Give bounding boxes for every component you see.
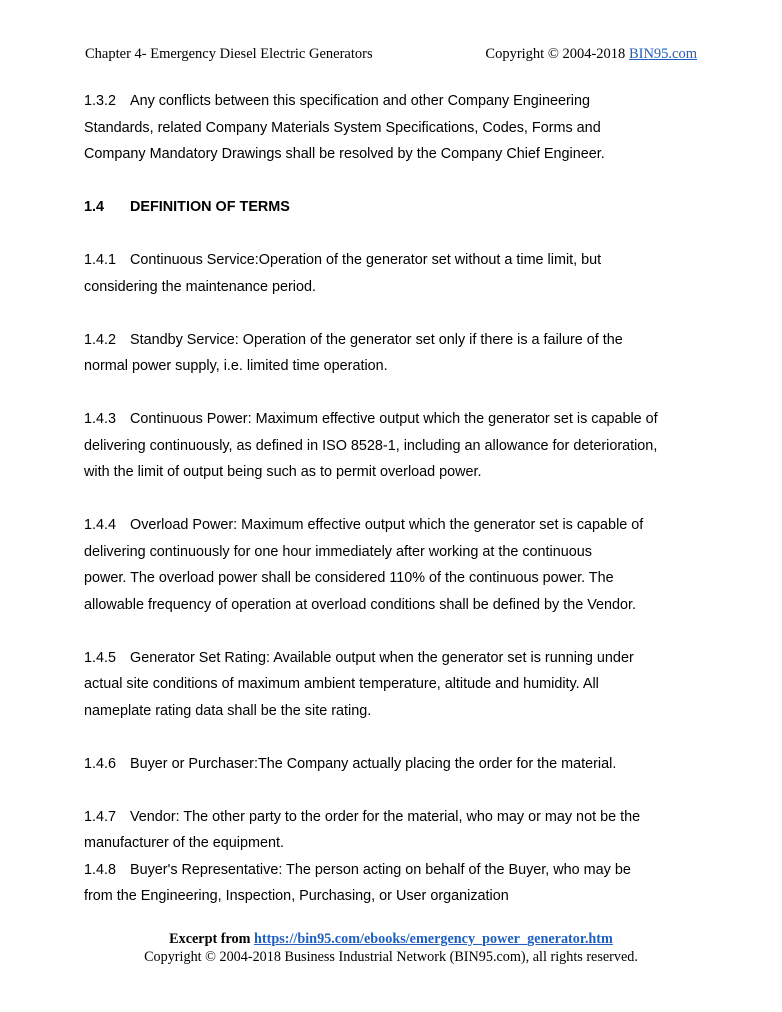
header-copyright-text: Copyright © 2004-2018 [485,46,629,62]
header-copyright-link[interactable]: BIN95.com [628,46,697,62]
header-copyright [485,46,697,63]
paragraph-number: 1.3.2 [84,93,117,109]
paragraph-line: Buyer or Purchaser:The Company actually placing the order for the material. [130,755,617,772]
document-body [84,88,704,910]
paragraph-1-3-2 [84,88,704,168]
paragraph-number: 1.4.8 [84,861,117,878]
paragraph-line: actual site conditions of maximum ambient temperature, altitude and humidity. All [84,676,599,692]
footer-excerpt-link[interactable]: https://bin95.com/ebooks/emergency_power_generator.htm [253,931,613,947]
paragraph-1-4-2 [84,327,704,380]
chapter-title: Chapter 4- Emergency Diesel Electric Generators [85,46,373,62]
paragraph-number: 1.4.5 [84,649,117,666]
paragraph-number: 1.4.6 [84,755,117,772]
section-title: DEFINITION OF TERMS [130,199,290,215]
paragraph-1-4-1 [84,247,704,300]
paragraph-line: normal power supply, i.e. limited time operation. [84,358,388,374]
page-header [85,46,697,66]
paragraph-line: nameplate rating data shall be the site rating. [84,702,372,719]
paragraph-line: allowable frequency of operation at overload conditions shall be defined by the Vendor. [84,596,637,613]
paragraph-line: Company Mandatory Drawings shall be resolved by the Company Chief Engineer. [84,146,605,162]
paragraph-number: 1.4.2 [84,331,117,348]
paragraph-line: Any conflicts between this specification and other Company Engineering [130,93,590,109]
footer-excerpt-label: Excerpt from [169,931,254,947]
paragraph-line: Generator Set Rating: Available output when the generator set is running under [130,649,634,666]
paragraph-line: Vendor: The other party to the order for the material, who may or may not be the [130,808,641,825]
paragraph-line: considering the maintenance period. [84,278,316,295]
paragraph-1-4-7 [84,804,704,857]
paragraph-line: Continuous Service:Operation of the generator set without a time limit, but [130,252,602,268]
paragraph-number: 1.4.1 [84,252,117,268]
paragraph-line: manufacturer of the equipment. [84,835,284,851]
page-footer [0,930,782,966]
section-heading-1-4 [84,194,704,221]
paragraph-1-4-4 [84,512,704,618]
paragraph-line: Continuous Power: Maximum effective output which the generator set is capable of [130,411,658,427]
paragraph-number: 1.4.3 [84,411,117,427]
paragraph-number: 1.4.7 [84,808,117,825]
paragraph-line: delivering continuously for one hour immediately after working at the continuous [84,543,592,560]
paragraph-1-4-3 [84,406,704,486]
section-number: 1.4 [84,199,105,215]
paragraph-line: delivering continuously, as defined in ISO 8528-1, including an allowance for deterioration, [84,437,658,454]
paragraph-line: Overload Power: Maximum effective output which the generator set is capable of [130,517,644,533]
paragraph-1-4-5 [84,645,704,725]
footer-copyright: Copyright © 2004-2018 Business Industrial Network (BIN95.com), all rights reserved. [144,949,638,965]
paragraph-line: Standby Service: Operation of the generator set only if there is a failure of the [130,331,623,348]
paragraph-1-4-6 [84,751,704,778]
paragraph-line: from the Engineering, Inspection, Purchasing, or User organization [84,888,509,904]
paragraph-line: power. The overload power shall be considered 110% of the continuous power. The [84,570,614,586]
paragraph-number: 1.4.4 [84,517,117,533]
paragraph-line: with the limit of output being such as to permit overload power. [84,464,482,480]
paragraph-line: Standards, related Company Materials System Specifications, Codes, Forms and [84,119,601,136]
paragraph-line: Buyer's Representative: The person acting on behalf of the Buyer, who may be [130,861,631,878]
footer-excerpt [0,930,782,948]
paragraph-1-4-8 [84,857,704,910]
